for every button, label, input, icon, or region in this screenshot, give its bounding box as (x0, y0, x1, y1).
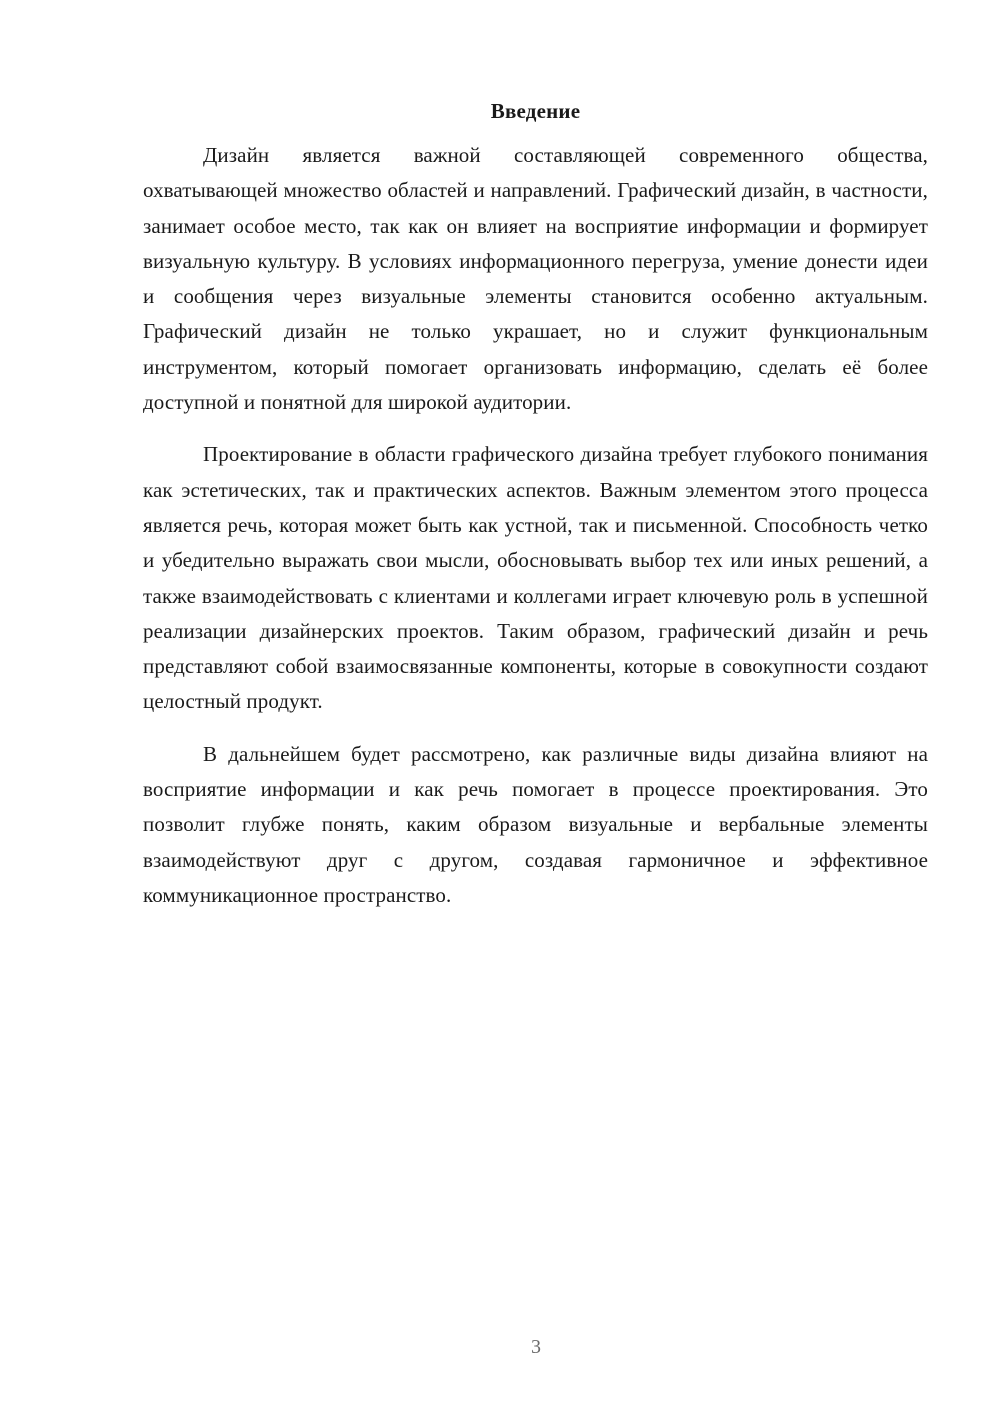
paragraph-2: Проектирование в области графического дизайна требует глубокого понимания как эстетических, так и практических аспектов. Важным элементом этого процесса является речь, которая может быть как устной, так и письменной. Способность четко и убедительно выражать свои мысли, обосновывать выбор тех или иных решений, а также взаимодействовать с клиентами и коллегами играет ключевую роль в успешной реализации дизайнерских проектов. Таким образом, графический дизайн и речь представляют собой взаимосвязанные компоненты, которые в совокупности создают целостный продукт. (143, 442, 928, 714)
paragraph-1: Дизайн является важной составляющей современного общества, охватывающей множество областей и направлений. Графический дизайн, в частности, занимает особое место, так как он влияет на восприятие информации и формирует визуальную культуру. В условиях информационного перегруза, умение донести идеи и сообщения через визуальные элементы становится особенно актуальным. Графический дизайн не только украшает, но и служит функциональным инструментом, который помогает организовать информацию, сделать её более доступной и понятной для широкой аудитории. (143, 143, 928, 415)
paragraph-3: В дальнейшем будет рассмотрено, как различные виды дизайна влияют на восприятие информации и как речь помогает в процессе проектирования. Это позволит глубже понять, каким образом визуальные и вербальные элементы взаимодействуют друг с другом, создавая гармоничное и эффективное коммуникационное пространство. (143, 741, 928, 907)
page-content (143, 96, 928, 913)
section-title: Введение (490, 99, 581, 123)
page-number: 3 (531, 1336, 541, 1358)
